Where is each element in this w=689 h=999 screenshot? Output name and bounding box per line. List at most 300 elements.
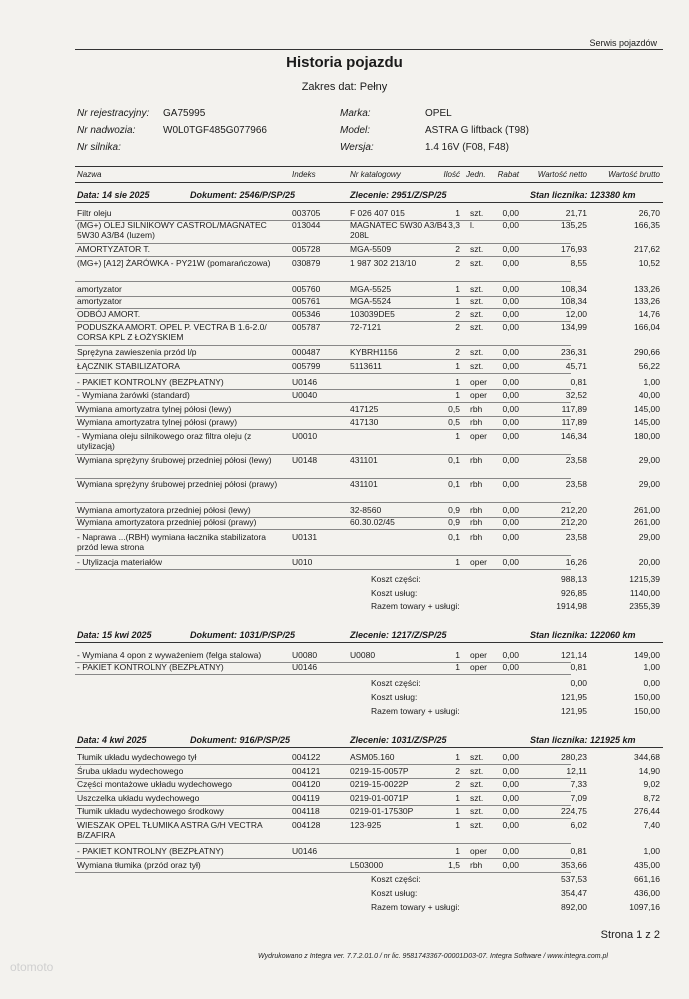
item-discount: 0,00 <box>502 390 519 400</box>
total-net: 988,13 <box>561 574 587 584</box>
row-rule <box>75 843 571 844</box>
item-qty: 1 <box>455 557 460 567</box>
item-gross: 435,00 <box>634 860 660 870</box>
item-unit: rbh <box>470 860 483 870</box>
item-net: 212,20 <box>561 505 587 515</box>
total-label: Koszt usług: <box>371 588 418 598</box>
item-qty: 2 <box>455 309 460 319</box>
total-net: 354,47 <box>561 888 587 898</box>
item-net: 23,58 <box>565 532 587 542</box>
section-meter: Stan licznika: 123380 km <box>530 190 636 200</box>
row-rule <box>75 429 571 430</box>
item-qty: 1 <box>455 361 460 371</box>
item-unit: oper <box>470 377 488 387</box>
item-net: 7,33 <box>570 779 587 789</box>
item-catalog: ASM05.160 <box>350 752 395 762</box>
item-catalog: 431101 <box>350 455 378 465</box>
item-discount: 0,00 <box>502 650 519 660</box>
item-gross: 1,00 <box>643 662 660 672</box>
item-unit: szt. <box>470 766 484 776</box>
item-discount: 0,00 <box>502 309 519 319</box>
item-qty: 0,1 <box>448 455 460 465</box>
item-net: 146,34 <box>561 431 587 441</box>
item-catalog: 103039DE5 <box>350 309 395 319</box>
table-row <box>0 404 689 415</box>
item-index: U0010 <box>292 431 318 441</box>
table-row <box>0 296 689 307</box>
print-footer: Wydrukowano z Integra ver. 7.7.2.01.0 / nr lic. 9581743367-00001D03-07. Integra Software / www.integra.com.pl <box>258 953 608 960</box>
item-name: ODBÓJ AMORT. <box>77 309 141 319</box>
item-gross: 1,00 <box>643 377 660 387</box>
row-rule <box>75 555 571 556</box>
row-rule <box>75 256 571 257</box>
item-gross: 14,76 <box>638 309 660 319</box>
item-qty: 2 <box>455 244 460 254</box>
item-net: 224,75 <box>561 806 587 816</box>
item-name: - Utylizacja materiałów <box>77 557 163 567</box>
total-label: Koszt części: <box>371 678 421 688</box>
item-index: 004119 <box>292 793 320 803</box>
item-net: 45,71 <box>565 361 587 371</box>
item-discount: 0,00 <box>502 361 519 371</box>
item-gross: 29,00 <box>638 532 660 542</box>
table-row <box>0 377 689 388</box>
row-rule <box>75 529 571 530</box>
item-discount: 0,00 <box>502 455 519 465</box>
item-gross: 276,44 <box>634 806 660 816</box>
item-discount: 0,00 <box>502 208 519 218</box>
item-unit: rbh <box>470 505 483 515</box>
item-catalog: 1 987 302 213/10 <box>350 258 417 268</box>
item-index: 000487 <box>292 347 321 357</box>
item-name: ŁĄCZNIK STABILIZATORA <box>77 361 180 371</box>
item-name: Części montażowe układu wydechowego <box>77 779 232 789</box>
item-qty: 0,1 <box>448 532 460 542</box>
item-qty: 0,9 <box>448 517 460 527</box>
version-label: Wersja: <box>340 142 374 153</box>
item-catalog: 431101 <box>350 479 378 489</box>
item-discount: 0,00 <box>502 806 519 816</box>
item-gross: 344,68 <box>634 752 660 762</box>
table-row <box>0 557 689 568</box>
item-discount: 0,00 <box>502 417 519 427</box>
item-index: U0131 <box>292 532 318 542</box>
item-gross: 1,00 <box>643 846 660 856</box>
total-label: Koszt usług: <box>371 888 418 898</box>
table-row <box>0 479 689 501</box>
item-net: 6,02 <box>570 820 587 830</box>
item-discount: 0,00 <box>502 793 519 803</box>
total-gross: 150,00 <box>634 692 660 702</box>
item-name: - Wymiana oleju silnikowego oraz filtra oleju (z utylizacją) <box>77 431 252 451</box>
item-catalog: MGA-5524 <box>350 296 392 306</box>
item-unit: rbh <box>470 417 483 427</box>
total-net: 892,00 <box>561 902 587 912</box>
item-discount: 0,00 <box>502 532 519 542</box>
table-row <box>0 208 689 219</box>
table-row <box>0 532 689 554</box>
item-gross: 8,72 <box>643 793 660 803</box>
item-catalog: L503000 <box>350 860 384 870</box>
item-gross: 290,66 <box>634 347 660 357</box>
item-net: 236,31 <box>561 347 587 357</box>
item-catalog: 0219-01-17530P <box>350 806 414 816</box>
table-row <box>0 390 689 401</box>
item-name: Sprężyna zawieszenia przód l/p <box>77 347 197 357</box>
version-value: 1.4 16V (F08, F48) <box>425 142 509 153</box>
item-unit: szt. <box>470 779 484 789</box>
item-net: 108,34 <box>561 284 587 294</box>
table-row <box>0 766 689 777</box>
total-net: 121,95 <box>561 706 587 716</box>
row-rule <box>75 281 571 282</box>
item-name: - Naprawa ...(RBH) wymiana łacznika stabilizatora przód lewa strona <box>77 532 266 552</box>
item-unit: rbh <box>470 455 483 465</box>
item-discount: 0,00 <box>502 322 519 332</box>
total-gross: 1097,16 <box>629 902 660 912</box>
table-row <box>0 806 689 817</box>
item-gross: 166,35 <box>634 220 660 230</box>
item-net: 135,25 <box>561 220 587 230</box>
item-net: 212,20 <box>561 517 587 527</box>
table-row <box>0 220 689 242</box>
item-index: U0146 <box>292 662 318 672</box>
item-qty: 0,5 <box>448 417 460 427</box>
total-gross: 661,16 <box>634 874 660 884</box>
item-discount: 0,00 <box>502 505 519 515</box>
item-index: 005728 <box>292 244 321 254</box>
item-index: 004121 <box>292 766 321 776</box>
item-name: amortyzator <box>77 296 122 306</box>
item-catalog: 417130 <box>350 417 379 427</box>
item-net: 32,52 <box>565 390 587 400</box>
item-name: amortyzator <box>77 284 122 294</box>
item-gross: 166,04 <box>634 322 660 332</box>
item-unit: szt. <box>470 347 484 357</box>
item-catalog: 0219-15-0022P <box>350 779 409 789</box>
item-qty: 1 <box>455 793 460 803</box>
item-name: - PAKIET KONTROLNY (BEZPŁATNY) <box>77 377 224 387</box>
col-discount: Rabat <box>497 170 519 179</box>
item-qty: 2 <box>455 258 460 268</box>
item-catalog: 60.30.02/45 <box>350 517 395 527</box>
item-unit: szt. <box>470 244 484 254</box>
item-discount: 0,00 <box>502 662 519 672</box>
total-label: Razem towary + usługi: <box>371 902 460 912</box>
item-net: 134,99 <box>561 322 587 332</box>
item-qty: 3,3 <box>448 220 460 230</box>
item-gross: 14,90 <box>638 766 660 776</box>
item-net: 176,93 <box>561 244 587 254</box>
reg-value: GA75995 <box>163 108 206 119</box>
row-rule <box>75 858 571 859</box>
item-catalog: 0219-01-0071P <box>350 793 409 803</box>
item-discount: 0,00 <box>502 404 519 414</box>
item-gross: 261,00 <box>634 505 660 515</box>
item-net: 0,81 <box>570 662 587 672</box>
item-qty: 2 <box>455 322 460 332</box>
item-net: 0,81 <box>570 377 587 387</box>
item-index: U0080 <box>292 650 318 660</box>
table-row <box>0 846 689 857</box>
item-net: 117,89 <box>561 404 587 414</box>
item-qty: 1 <box>455 806 460 816</box>
table-row <box>0 347 689 358</box>
item-discount: 0,00 <box>502 820 519 830</box>
item-catalog: 32-8560 <box>350 505 382 515</box>
item-unit: oper <box>470 662 488 672</box>
item-discount: 0,00 <box>502 846 519 856</box>
item-unit: szt. <box>470 793 484 803</box>
item-gross: 40,00 <box>638 390 660 400</box>
item-unit: szt. <box>470 309 484 319</box>
item-qty: 2 <box>455 779 460 789</box>
total-label: Koszt części: <box>371 574 421 584</box>
item-unit: szt. <box>470 820 484 830</box>
section-meter: Stan licznika: 121925 km <box>530 735 636 745</box>
item-unit: oper <box>470 431 488 441</box>
item-name: Uszczelka układu wydechowego <box>77 793 200 803</box>
item-net: 121,14 <box>561 650 587 660</box>
total-label: Razem towary + usługi: <box>371 706 460 716</box>
item-qty: 1 <box>455 296 460 306</box>
total-gross: 1140,00 <box>629 588 660 598</box>
item-discount: 0,00 <box>502 479 519 489</box>
item-catalog: 123-925 <box>350 820 382 830</box>
total-net: 121,95 <box>561 692 587 702</box>
table-row <box>0 309 689 320</box>
col-net: Wartość netto <box>537 170 587 179</box>
item-net: 0,81 <box>570 846 587 856</box>
item-catalog: U0080 <box>350 650 376 660</box>
total-net: 1914,98 <box>556 601 587 611</box>
item-qty: 1 <box>455 662 460 672</box>
table-row <box>0 505 689 516</box>
item-index: 004122 <box>292 752 321 762</box>
row-rule <box>75 402 571 403</box>
table-row <box>0 793 689 804</box>
table-row <box>0 752 689 763</box>
item-name: Wymiana amortyzatra tylnej półosi (lewy) <box>77 404 232 414</box>
table-row <box>0 284 689 295</box>
table-row <box>0 820 689 842</box>
row-rule <box>75 502 571 503</box>
item-net: 16,26 <box>565 557 587 567</box>
item-discount: 0,00 <box>502 220 519 230</box>
item-name: Śruba układu wydechowego <box>77 766 184 776</box>
item-unit: oper <box>470 557 488 567</box>
item-discount: 0,00 <box>502 244 519 254</box>
item-name: Wymiana amortyzatra tylnej półosi (prawy) <box>77 417 238 427</box>
item-name: Wymiana amortyzatora przedniej półosi (prawy) <box>77 517 257 527</box>
item-discount: 0,00 <box>502 347 519 357</box>
table-row <box>0 322 689 344</box>
item-name: Tłumik układu wydechowego środkowy <box>77 806 224 816</box>
total-gross: 150,00 <box>634 706 660 716</box>
table-row <box>0 860 689 871</box>
item-gross: 7,40 <box>643 820 660 830</box>
item-discount: 0,00 <box>502 766 519 776</box>
item-unit: rbh <box>470 479 483 489</box>
total-label: Koszt usług: <box>371 692 418 702</box>
item-qty: 1 <box>455 820 460 830</box>
section-meter: Stan licznika: 122060 km <box>530 630 636 640</box>
model-value: ASTRA G liftback (T98) <box>425 125 529 136</box>
total-gross: 2355,39 <box>629 601 660 611</box>
item-catalog: 417125 <box>350 404 379 414</box>
section-order: Zlecenie: 1031/Z/SP/25 <box>350 735 447 745</box>
item-unit: szt. <box>470 284 484 294</box>
item-net: 7,09 <box>570 793 587 803</box>
item-index: U0146 <box>292 846 318 856</box>
item-index: U010 <box>292 557 313 567</box>
section-date: Data: 15 kwi 2025 <box>77 630 152 640</box>
total-label: Razem towary + usługi: <box>371 601 460 611</box>
item-index: U0146 <box>292 377 318 387</box>
item-catalog: MAGNATEC 5W30 A3/B4 208L <box>350 220 448 240</box>
item-qty: 1 <box>455 390 460 400</box>
engine-label: Nr silnika: <box>77 142 121 153</box>
item-catalog: 5113611 <box>350 361 382 371</box>
item-unit: szt. <box>470 806 484 816</box>
header-rule-bottom <box>75 182 663 183</box>
item-gross: 9,02 <box>643 779 660 789</box>
item-discount: 0,00 <box>502 284 519 294</box>
table-row <box>0 517 689 528</box>
item-gross: 29,00 <box>638 455 660 465</box>
row-rule <box>75 345 571 346</box>
item-index: U0148 <box>292 455 318 465</box>
item-qty: 1 <box>455 752 460 762</box>
item-unit: rbh <box>470 532 483 542</box>
item-qty: 1 <box>455 431 460 441</box>
total-net: 0,00 <box>570 678 587 688</box>
total-gross: 436,00 <box>634 888 660 898</box>
table-row <box>0 417 689 428</box>
watermark: otomoto <box>10 960 54 974</box>
item-name: Wymiana sprężyny śrubowej przedniej półosi (prawy) <box>77 479 278 489</box>
item-name: Wymiana tłumika (przód oraz tył) <box>77 860 201 870</box>
item-index: 004128 <box>292 820 321 830</box>
item-gross: 26,70 <box>638 208 660 218</box>
col-index: Indeks <box>292 170 316 179</box>
item-net: 108,34 <box>561 296 587 306</box>
item-qty: 0,5 <box>448 404 460 414</box>
item-index: 005799 <box>292 361 321 371</box>
item-net: 23,58 <box>565 479 587 489</box>
section-rule <box>75 642 663 643</box>
item-gross: 20,00 <box>638 557 660 567</box>
item-gross: 145,00 <box>634 404 660 414</box>
item-discount: 0,00 <box>502 752 519 762</box>
item-index: 013044 <box>292 220 321 230</box>
section-date: Data: 4 kwi 2025 <box>77 735 147 745</box>
item-unit: l. <box>470 220 475 230</box>
item-name: (MG+) [A12] ŻARÓWKA - PY21W (pomarańczowa) <box>77 258 271 268</box>
item-catalog: 72-7121 <box>350 322 382 332</box>
item-index: 005760 <box>292 284 321 294</box>
item-unit: szt. <box>470 322 484 332</box>
item-name: Wymiana sprężyny śrubowej przedniej półosi (lewy) <box>77 455 272 465</box>
item-gross: 56,22 <box>638 361 660 371</box>
model-label: Model: <box>340 125 371 136</box>
col-qty: Ilość <box>443 170 460 179</box>
col-name: Nazwa <box>77 170 102 179</box>
item-name: - PAKIET KONTROLNY (BEZPŁATNY) <box>77 662 224 672</box>
item-index: 004120 <box>292 779 321 789</box>
table-row <box>0 455 689 477</box>
total-net: 926,85 <box>561 588 587 598</box>
item-net: 23,58 <box>565 455 587 465</box>
item-unit: rbh <box>470 404 483 414</box>
item-discount: 0,00 <box>502 779 519 789</box>
section-date: Data: 14 sie 2025 <box>77 190 150 200</box>
item-qty: 0,9 <box>448 505 460 515</box>
item-catalog: 0219-15-0057P <box>350 766 409 776</box>
item-unit: szt. <box>470 208 484 218</box>
item-catalog: KYBRH1156 <box>350 347 398 357</box>
item-catalog: MGA-5509 <box>350 244 392 254</box>
page-number: Strona 1 z 2 <box>600 929 660 941</box>
item-name: WIESZAK OPEL TŁUMIKA ASTRA G/H VECTRA B/ZAFIRA <box>77 820 263 840</box>
make-label: Marka: <box>340 108 371 119</box>
item-net: 12,00 <box>565 309 587 319</box>
section-document: Dokument: 2546/P/SP/25 <box>190 190 296 200</box>
row-rule <box>75 359 571 360</box>
item-catalog: F 026 407 015 <box>350 208 405 218</box>
item-gross: 149,00 <box>634 650 660 660</box>
item-unit: rbh <box>470 517 483 527</box>
item-qty: 1 <box>455 846 460 856</box>
table-row <box>0 779 689 790</box>
row-rule <box>75 764 571 765</box>
date-scope: Zakres dat: Pełny <box>301 81 388 93</box>
item-unit: szt. <box>470 296 484 306</box>
item-net: 117,89 <box>561 417 587 427</box>
item-discount: 0,00 <box>502 258 519 268</box>
item-qty: 0,1 <box>448 479 460 489</box>
row-rule <box>75 569 571 570</box>
item-net: 8,55 <box>570 258 587 268</box>
item-unit: szt. <box>470 361 484 371</box>
item-qty: 1 <box>455 650 460 660</box>
item-name: - Wymiana żarówki (standard) <box>77 390 190 400</box>
item-discount: 0,00 <box>502 517 519 527</box>
col-catalog: Nr katalogowy <box>350 170 401 179</box>
item-gross: 180,00 <box>634 431 660 441</box>
item-name: PODUSZKA AMORT. OPEL P. VECTRA B 1.6-2.0/ CORSA KPL Z ŁOŻYSKIEM <box>77 322 267 342</box>
item-gross: 217,62 <box>634 244 660 254</box>
table-row <box>0 361 689 372</box>
table-row <box>0 650 689 661</box>
section-rule <box>75 747 663 748</box>
item-name: Filtr oleju <box>77 208 112 218</box>
row-rule <box>75 791 571 792</box>
vin-label: Nr nadwozia: <box>77 125 136 136</box>
section-order: Zlecenie: 2951/Z/SP/25 <box>350 190 447 200</box>
item-index: 005346 <box>292 309 321 319</box>
item-net: 21,71 <box>565 208 587 218</box>
row-rule <box>75 373 571 374</box>
row-rule <box>75 674 571 675</box>
section-order: Zlecenie: 1217/Z/SP/25 <box>350 630 447 640</box>
vin-value: W0L0TGF485G077966 <box>163 125 267 136</box>
item-name: - PAKIET KONTROLNY (BEZPŁATNY) <box>77 846 224 856</box>
item-gross: 10,52 <box>638 258 660 268</box>
item-index: 004118 <box>292 806 320 816</box>
row-rule <box>75 818 571 819</box>
total-gross: 0,00 <box>643 678 660 688</box>
